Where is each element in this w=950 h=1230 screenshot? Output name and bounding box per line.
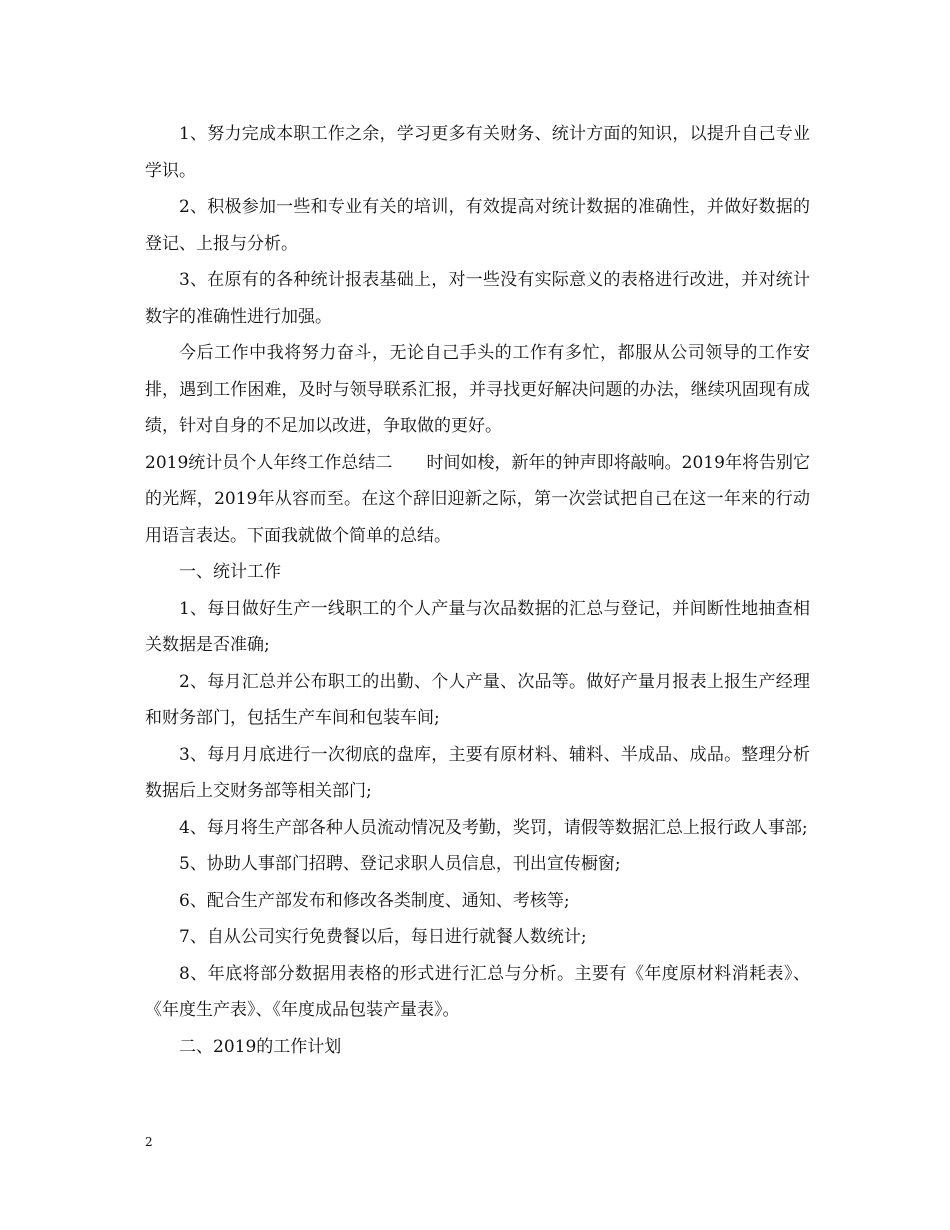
list-item: 5、协助人事部门招聘、登记求职人员信息，刊出宣传橱窗; <box>179 854 621 874</box>
list-item: 1、每日做好生产一线职工的个人产量与次品数据的汇总与登记，并间断性地抽查相关数据是否准确; <box>145 598 810 655</box>
section-title-paragraph: 2019统计员个人年终工作总结二 时间如梭，新年的钟声即将敲响。2019年将告别它的光辉，2019年从容而至。在这个辞旧迎新之际，第一次尝试把自己在这一年来的行动用语言表达。下面我就做个简单的总结。 <box>145 452 810 546</box>
list-item: 8、年底将部分数据用表格的形式进行汇总与分析。主要有《年度原材料消耗表》、《年度生产表》、《年度成品包装产量表》。 <box>145 963 810 1020</box>
list-item: 2、每月汇总并公布职工的出勤、个人产量、次品等。做好产量月报表上报生产经理和财务部门，包括生产车间和包装车间; <box>145 671 810 728</box>
document-body <box>145 116 810 1065</box>
list-item: 4、每月将生产部各种人员流动情况及考勤，奖罚，请假等数据汇总上报行政人事部; <box>179 817 808 838</box>
list-item: 3、每月月底进行一次彻底的盘库，主要有原材料、辅料、半成品、成品。整理分析数据后上交财务部等相关部门; <box>145 744 810 801</box>
section-heading: 一、统计工作 <box>179 562 281 582</box>
paragraph: 1、努力完成本职工作之余，学习更多有关财务、统计方面的知识，以提升自己专业学识。 <box>145 124 810 181</box>
paragraph: 今后工作中我将努力奋斗，无论自己手头的工作有多忙，都服从公司领导的工作安排，遇到工作困难，及时与领导联系汇报，并寻找更好解决问题的办法，继续巩固现有成绩，针对自身的不足加以改进，争取做的更好。 <box>145 343 810 436</box>
list-item: 7、自从公司实行免费餐以后，每日进行就餐人数统计; <box>179 927 587 947</box>
paragraph: 3、在原有的各种统计报表基础上，对一些没有实际意义的表格进行改进，并对统计数字的准确性进行加强。 <box>145 270 810 327</box>
page-number: 2 <box>145 1135 153 1149</box>
list-item: 6、配合生产部发布和修改各类制度、通知、考核等; <box>179 890 570 911</box>
paragraph: 2、积极参加一些和专业有关的培训，有效提高对统计数据的准确性，并做好数据的登记、上报与分析。 <box>145 197 810 254</box>
section-heading: 二、2019的工作计划 <box>179 1036 342 1057</box>
